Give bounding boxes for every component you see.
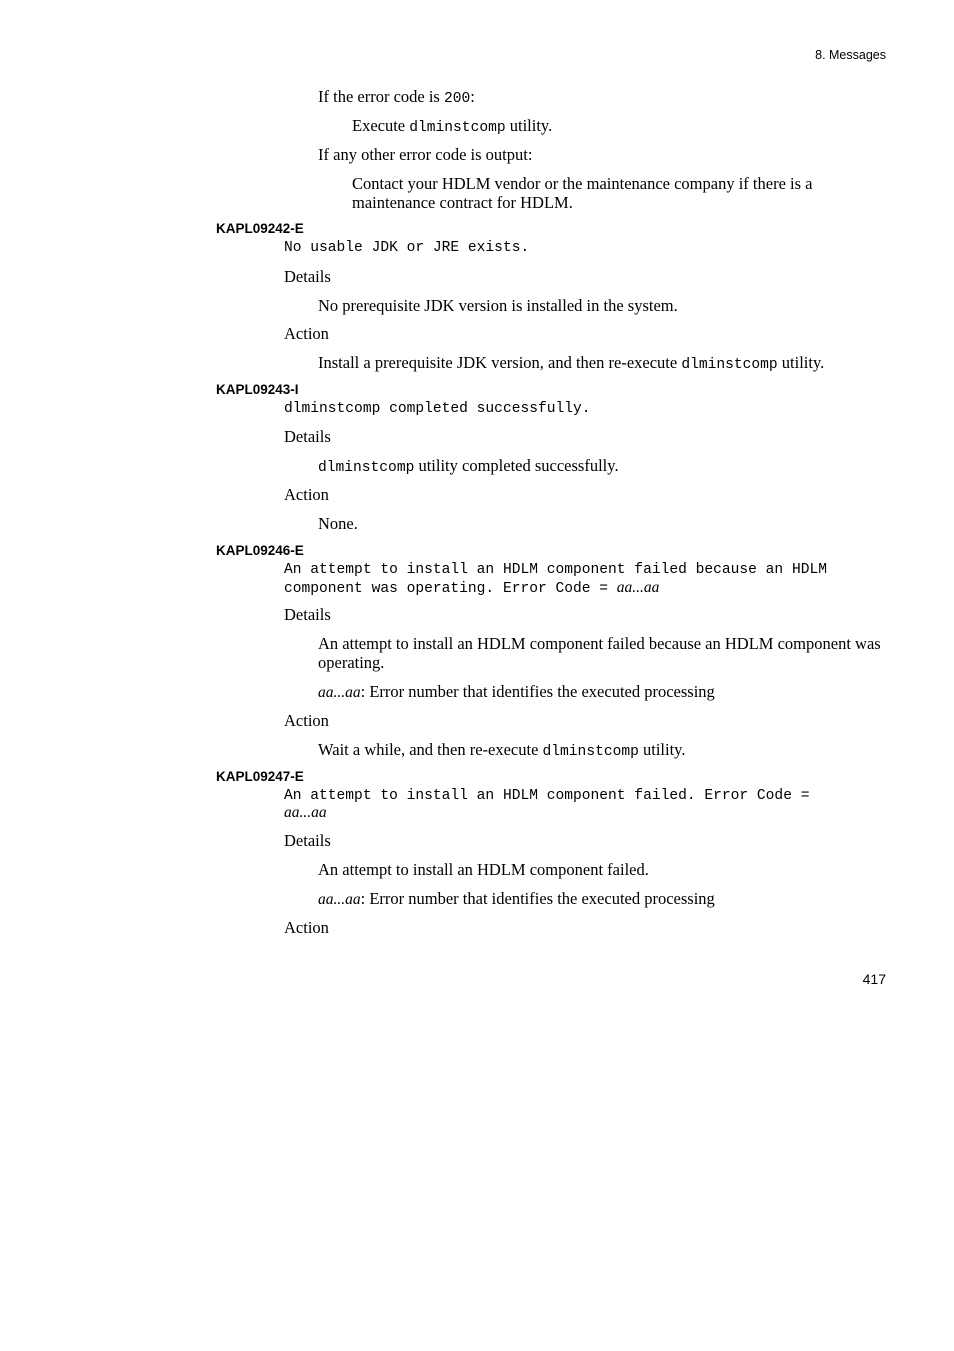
details-heading-09242: Details	[284, 267, 331, 286]
if-200-suffix: :	[470, 87, 475, 106]
message-id-09246: KAPL09246-E	[216, 543, 304, 558]
message-text-09246-line1: An attempt to install an HDLM component failed because an HDLM	[284, 562, 827, 578]
action-command: dlminstcomp	[681, 357, 778, 373]
message-text-09247-line2	[284, 804, 327, 822]
message-variable: aa...aa	[616, 579, 660, 596]
action-prefix: Install a prerequisite JDK version, and then re-execute	[318, 353, 682, 372]
contact-text: Contact your HDLM vendor or the maintenance company if there is a maintenance contract for HDLM.	[352, 174, 813, 212]
if-200-prefix: If the error code is	[318, 87, 444, 106]
details-heading-09247: Details	[284, 831, 331, 850]
page-number: 417	[862, 971, 886, 987]
action-command: dlminstcomp	[542, 744, 639, 760]
message-text-09243: dlminstcomp completed successfully.	[284, 401, 591, 417]
variable-name: aa...aa	[318, 891, 361, 908]
action-text-09242	[318, 353, 824, 375]
details-text-09242: No prerequisite JDK version is installed in the system.	[318, 296, 678, 315]
action-suffix: utility.	[638, 740, 686, 759]
details-text-09247: An attempt to install an HDLM component failed.	[318, 860, 649, 879]
if-200-line	[318, 87, 475, 109]
other-error-label: If any other error code is output:	[318, 145, 533, 164]
message-id-09242: KAPL09242-E	[216, 221, 304, 236]
action-text-09246	[318, 740, 685, 762]
details-text-09243	[318, 456, 619, 478]
running-header: 8. Messages	[815, 48, 886, 62]
variable-desc-09247	[318, 889, 715, 909]
action-heading-09246: Action	[284, 711, 329, 730]
action-heading-09247: Action	[284, 918, 329, 937]
execute-line	[352, 116, 552, 138]
action-heading-09242: Action	[284, 324, 329, 343]
message-id-09247: KAPL09247-E	[216, 769, 304, 784]
message-text-09247-line1: An attempt to install an HDLM component failed. Error Code =	[284, 788, 810, 804]
details-heading-09243: Details	[284, 427, 331, 446]
message-text-09246-line2	[284, 579, 659, 598]
variable-name: aa...aa	[318, 684, 361, 701]
message-line2-text: component was operating. Error Code =	[284, 581, 617, 597]
action-heading-09243: Action	[284, 485, 329, 504]
variable-description: : Error number that identifies the executed processing	[360, 682, 715, 701]
message-text-09242: No usable JDK or JRE exists.	[284, 240, 530, 256]
details-command: dlminstcomp	[318, 460, 415, 476]
execute-prefix: Execute	[352, 116, 410, 135]
message-variable: aa...aa	[284, 804, 327, 821]
error-code-200: 200	[443, 91, 471, 107]
details-suffix: utility completed successfully.	[414, 456, 619, 475]
variable-desc-09246	[318, 682, 715, 702]
action-text-09243: None.	[318, 514, 358, 533]
execute-command: dlminstcomp	[409, 120, 506, 136]
action-prefix: Wait a while, and then re-execute	[318, 740, 543, 759]
action-suffix: utility.	[777, 353, 825, 372]
execute-suffix: utility.	[505, 116, 553, 135]
message-id-09243: KAPL09243-I	[216, 382, 299, 397]
details-heading-09246: Details	[284, 605, 331, 624]
details-text-09246: An attempt to install an HDLM component failed because an HDLM component was operating.	[318, 634, 881, 672]
variable-description: : Error number that identifies the executed processing	[360, 889, 715, 908]
